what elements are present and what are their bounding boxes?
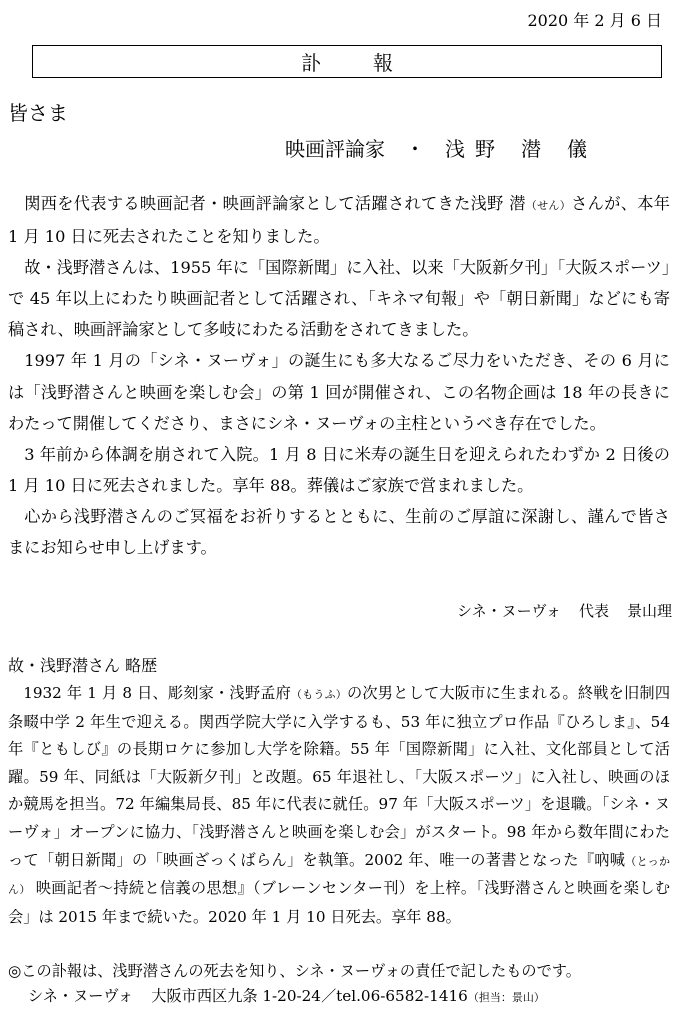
announcement-paragraph <box>8 188 670 252</box>
reading-ruby: （とっかん） <box>8 854 670 897</box>
announcement-paragraph: 1997 年 1 月の「シネ・ヌーヴォ」の誕生にも多大なるご尽力をいただき、その 6 月には「浅野潜さんと映画を楽しむ会」の第 1 回が開催され、この名物企画は 18 年の長きにわたって開催してくださり、まさにシネ・ヌーヴォの主柱というべき存在でした。 <box>8 351 670 433</box>
deceased-separator: ・ <box>405 137 425 161</box>
notice-title-box <box>32 45 662 78</box>
notice-title-char-1: 訃 <box>301 51 321 75</box>
deceased-line <box>285 133 587 162</box>
signature-name: 景山理 <box>626 602 672 620</box>
paragraph-text: さんが、本年 1 月 10 日に死去されたことを知りました。 <box>8 194 670 247</box>
deceased-name-char-1: 浅 <box>445 137 465 161</box>
deceased-honorific: 儀 <box>567 137 587 161</box>
notice-date: 2020 年 2 月 6 日 <box>527 11 662 30</box>
announcement-paragraph: 心から浅野潜さんのご冥福をお祈りするとともに、生前のご厚誼に深謝し、謹んで皆さまにお知らせ申し上げます。 <box>8 506 670 558</box>
announcement-paragraph: 3 年前から体調を崩されて入院。1 月 8 日に米寿の誕生日を迎えられたわずか 2 日後の 1 月 10 日に死去されました。享年 88。葬儀はご家族で営まれました。 <box>8 444 670 495</box>
biography-heading: 故・浅野潜さん 略歴 <box>8 656 158 675</box>
notice-title-char-2: 報 <box>373 51 393 75</box>
biography-paragraph <box>8 680 670 931</box>
reading-ruby: （せん） <box>525 199 572 212</box>
deceased-name-char-2: 野 <box>475 137 495 161</box>
paragraph-text: 1932 年 1 月 8 日、彫刻家・浅野孟府 <box>23 684 291 702</box>
paragraph-text: の次男として大阪市に生まれる。終戦を旧制四条畷中学 2 年生で迎える。関西学院大学に入学するも、53 年に独立プロ作品『ひろしま』、54 年『ともしび』の長期ロケに参加し大学を除籍。55 年「国際新聞」に入社、文化部員として活躍。59 年、同紙は「大阪新夕刊」と改題。65 年退社し、「大阪スポーツ」に入社し、映画のほか競馬を担当。72 年編集局長、85 年に代表に就任。97 年「大阪スポーツ」を退職。「シネ・ヌーヴォ」オープンに協力、「浅野潜さんと映画を楽しむ会」がスタート。98 年から数年間にわたって「朝日新聞」の「映画ざっくばらん」を執筆。2002 年、唯一の著書となった『吶喊 <box>8 684 671 869</box>
footer-note: ◎この訃報は、浅野潜さんの死去を知り、シネ・ヌーヴォの責任で記したものです。 <box>8 962 581 980</box>
footer-org: シネ・ヌーヴォ <box>28 987 134 1005</box>
deceased-name-char-3: 潜 <box>521 137 541 161</box>
footer-contact-person: （担当：景山） <box>467 991 545 1004</box>
announcement-paragraph: 故・浅野潜さんは、1955 年に「国際新聞」に入社、以来「大阪新夕刊」「大阪スポーツ」で 45 年以上にわたり映画記者として活躍され、「キネマ旬報」や「朝日新聞」などにも寄稿され、映画評論家として多岐にわたる活動をされてきました。 <box>8 258 670 340</box>
signature-role: 代表 <box>578 602 609 620</box>
paragraph-text: 映画記者～持続と信義の思想』（ブレーンセンター刊）を上梓。「浅野潜さんと映画を楽しむ会」は 2015 年まで続いた。2020 年 1 月 10 日死去。享年 88。 <box>8 879 671 926</box>
footer-address: 大阪市西区九条 1-20-24／tel.06-6582-1416 <box>151 987 468 1005</box>
footer-contact-line <box>28 985 545 1006</box>
deceased-role: 映画評論家 <box>285 137 385 161</box>
biography-body <box>8 680 670 931</box>
announcement-body <box>8 188 670 563</box>
signature <box>457 600 672 621</box>
greeting: 皆さま <box>8 101 68 125</box>
reading-ruby: （もうふ） <box>291 688 348 701</box>
signature-org: シネ・ヌーヴォ <box>457 602 561 620</box>
paragraph-text: 関西を代表する映画記者・映画評論家として活躍されてきた浅野 潜 <box>24 194 526 213</box>
